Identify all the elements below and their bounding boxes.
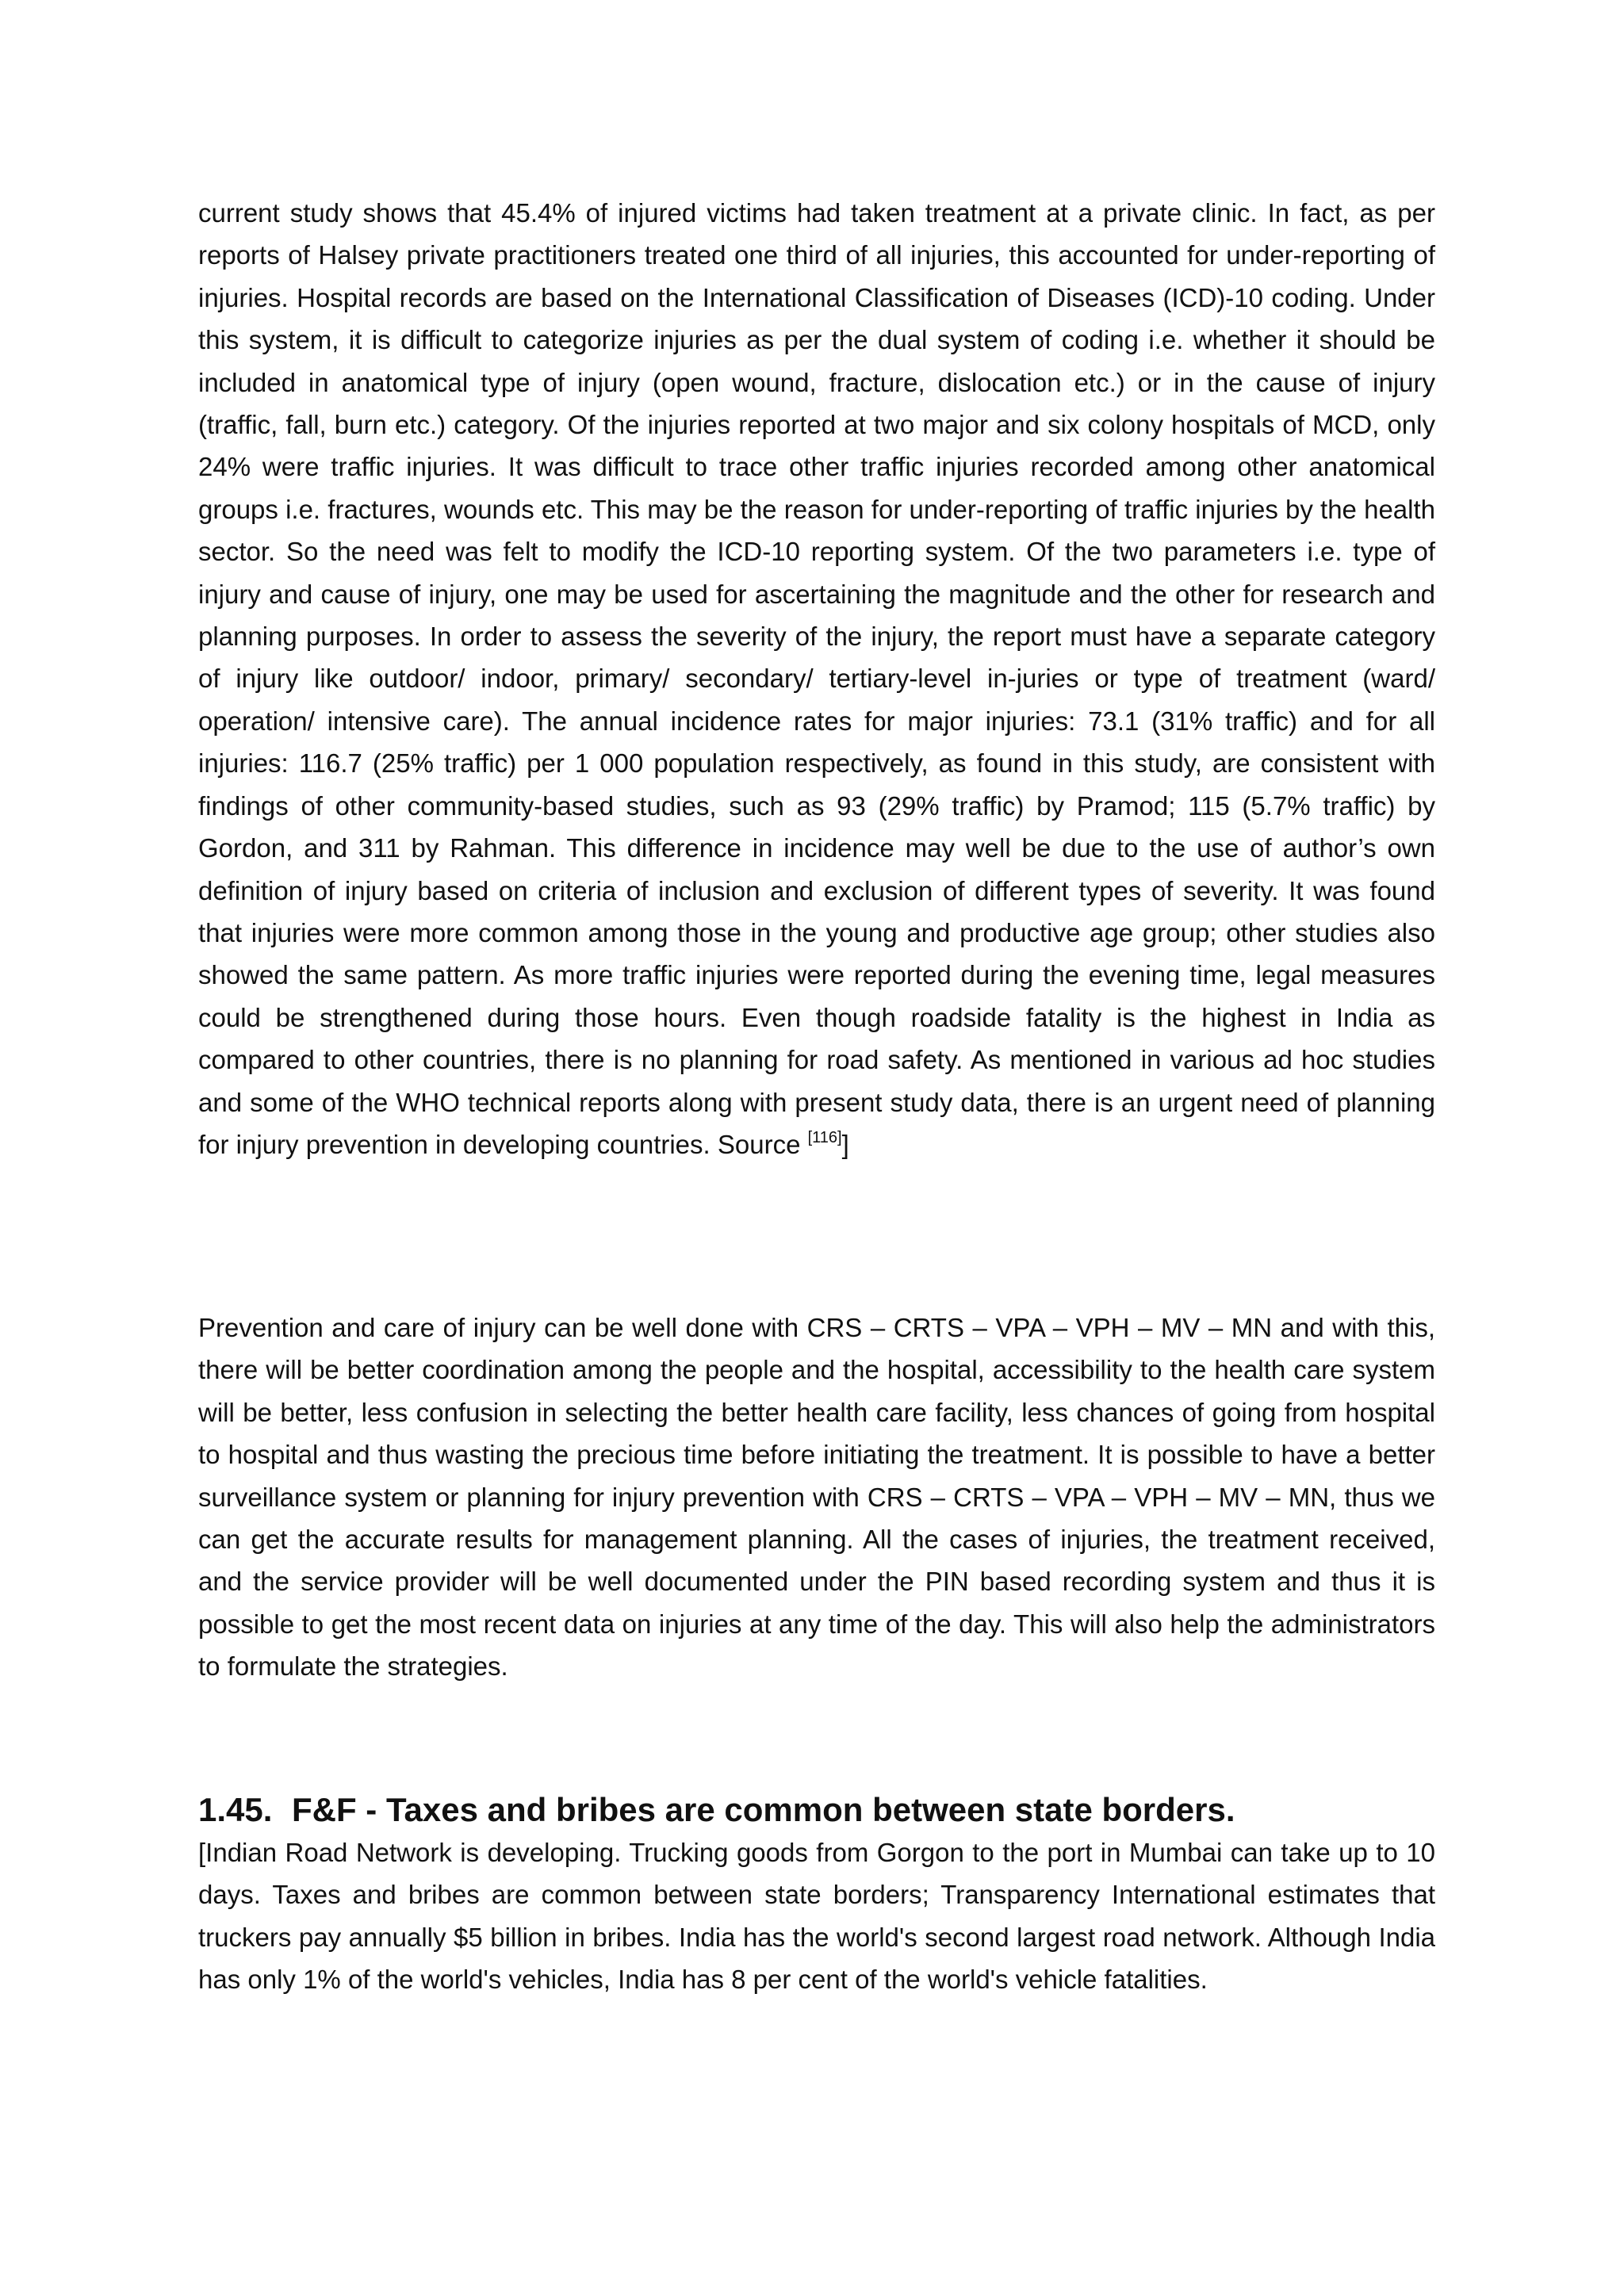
paragraph-injury-prevention: Prevention and care of injury can be well done with CRS – CRTS – VPA – VPH – MV – MN and with this, there will be better coordination among the people and the hospital, accessibility to the health care system will be better, less confusion in selecting the better health care facility, less chances of going from hospital to hospital and thus wasting the precious time before initiating the treatment. It is possible to have a better surveillance system or planning for injury prevention with CRS – CRTS – VPA – VPH – MV – MN, thus we can get the accurate results for management planning. All the cases of injuries, the treatment received, and the service provider will be well documented under the PIN based recording system and thus it is possible to get the most recent data on injuries at any time of the day. This will also help the administrators to formulate the strategies.: [198, 1313, 1435, 1682]
closing-bracket: ]: [841, 1129, 849, 1159]
paragraph-injury-reporting: [198, 192, 1435, 1165]
section-heading: [198, 1788, 1435, 1832]
paragraph-road-network: [Indian Road Network is developing. Trucking goods from Gorgon to the port in Mumbai can take up to 10 days. Taxes and bribes are common between state borders; Transparency International estimates that truckers pay annually $5 billion in bribes. India has the world's second largest road network. Although India has only 1% of the world's vehicles, India has 8 per cent of the world's vehicle fatalities.: [198, 1838, 1435, 1995]
section-number: 1.45.: [198, 1791, 273, 1828]
paragraph-text: current study shows that 45.4% of injured victims had taken treatment at a private clinic. In fact, as per reports of Halsey private practitioners treated one third of all injuries, this accounted for under-reporting of injuries. Hospital records are based on the International Classification of Diseases (ICD)-10 coding. Under this system, it is difficult to categorize injuries as per the dual system of coding i.e. whether it should be included in anatomical type of injury (open wound, fracture, dislocation etc.) or in the cause of injury (traffic, fall, burn etc.) category. Of the injuries reported at two major and six colony hospitals of MCD, only 24% were traffic injuries. It was difficult to trace other traffic injuries recorded among other anatomical groups i.e. fractures, wounds etc. This may be the reason for under-reporting of traffic injuries by the health sector. So the need was felt to modify the ICD-10 reporting system. Of the two parameters i.e. type of injury and cause of injury, one may be used for ascertaining the magnitude and the other for research and planning purposes. In order to assess the severity of the injury, the report must have a separate category of injury like outdoor/ indoor, primary/ secondary/ tertiary-level in-juries or type of treatment (ward/ operation/ intensive care). The annual incidence rates for major injuries: 73.1 (31% traffic) and for all injuries: 116.7 (25% traffic) per 1 000 population respectively, as found in this study, are consistent with findings of other community-based studies, such as 93 (29% traffic) by Pramod; 115 (5.7% traffic) by Gordon, and 311 by Rahman. This difference in incidence may well be due to the use of author’s own definition of injury based on criteria of inclusion and exclusion of different types of severity. It was found that injuries were more common among those in the young and productive age group; other studies also showed the same pattern. As more traffic injuries were reported during the evening time, legal measures could be strengthened during those hours. Even though roadside fatality is the highest in India as compared to other countries, there is no planning for road safety. As mentioned in various ad hoc studies and some of the WHO technical reports along with present study data, there is an urgent need of planning for injury prevention in developing countries. Source: [198, 198, 1435, 1159]
section-title: F&F - Taxes and bribes are common between state borders.: [292, 1791, 1235, 1828]
citation-reference: [116]: [807, 1128, 842, 1146]
